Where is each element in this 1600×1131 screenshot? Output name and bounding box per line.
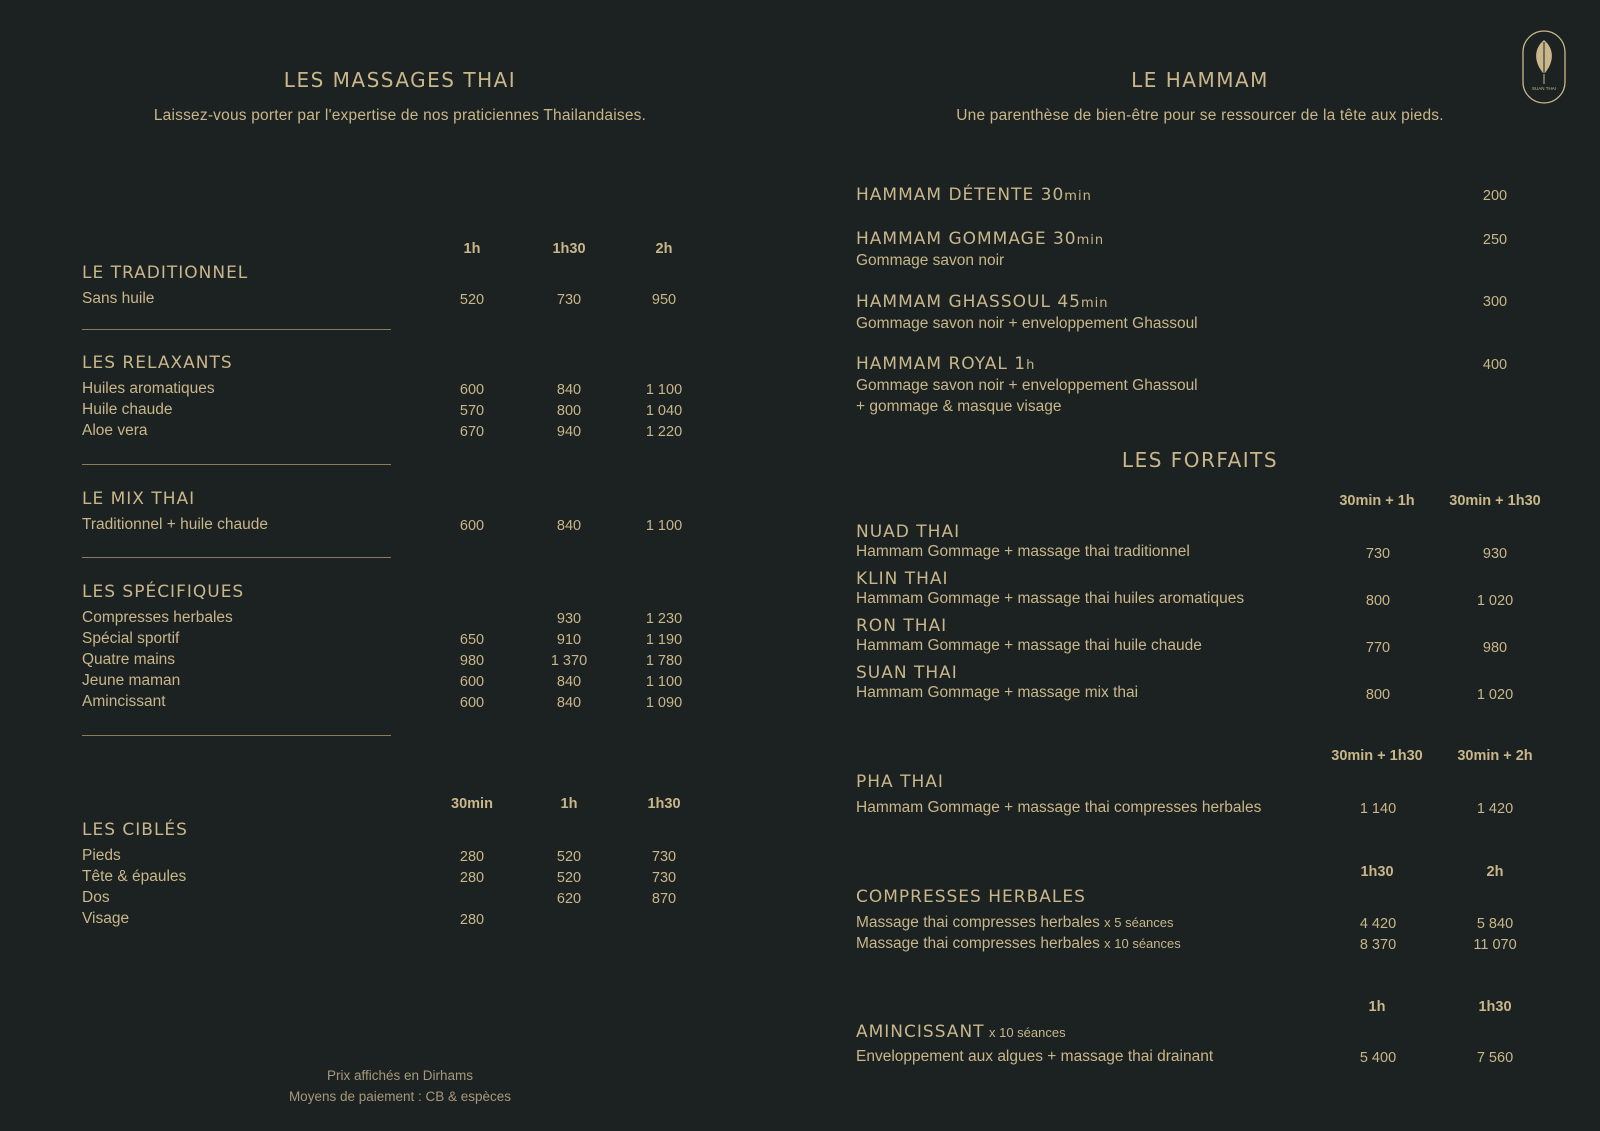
price-cell: 1 020 — [1476, 593, 1514, 609]
hammam-name-text: HAMMAM GHASSOUL 45 — [856, 292, 1081, 312]
price-cell: 520 — [556, 870, 582, 886]
forfait-desc-text: Massage thai compresses herbales — [856, 935, 1100, 952]
price-cell: 730 — [651, 870, 677, 886]
price-cell: 840 — [556, 382, 582, 398]
price-cell: 670 — [459, 424, 485, 440]
hammam-item-name — [856, 229, 1104, 249]
divider — [82, 329, 391, 330]
hammam-item-name — [856, 354, 1035, 374]
price-cell: 600 — [459, 382, 485, 398]
section-relaxants: LES RELAXANTS — [82, 353, 233, 373]
header-1h30: 1h30 — [1478, 999, 1512, 1015]
row-label: Traditionnel + huile chaude — [82, 516, 268, 533]
price-cell: 280 — [459, 912, 485, 928]
hammam-unit: min — [1064, 189, 1092, 204]
forfait-desc — [856, 914, 1174, 932]
hammam-unit: h — [1026, 358, 1036, 373]
price-cell: 1 100 — [645, 674, 683, 690]
forfait-name: KLIN THAI — [856, 569, 949, 589]
forfait-name: PHA THAI — [856, 772, 944, 792]
price-cell: 1 780 — [645, 653, 683, 669]
hammam-name-text: HAMMAM GOMMAGE 30 — [856, 229, 1077, 249]
price-cell: 11 070 — [1473, 937, 1517, 953]
price-cell: 950 — [651, 292, 677, 308]
hammam-desc-line2: + gommage & masque visage — [856, 398, 1062, 415]
forfait-qty: x 10 séances — [1104, 936, 1181, 951]
divider — [82, 464, 391, 465]
forfait-name: COMPRESSES HERBALES — [856, 887, 1086, 907]
section-traditionnel: LE TRADITIONNEL — [82, 263, 249, 283]
header-1h30: 1h30 — [647, 796, 681, 812]
price-cell: 1 020 — [1476, 687, 1514, 703]
price-cell: 1 230 — [645, 611, 683, 627]
price-cell: 520 — [459, 292, 485, 308]
hammam-item-name — [856, 292, 1108, 312]
price-cell: 8 370 — [1359, 937, 1397, 953]
hammam-subtitle: Une parenthèse de bien-être pour se ressourcer de la tête aux pieds. — [956, 107, 1444, 124]
price-cell: 600 — [459, 518, 485, 534]
footer-payment: Moyens de paiement : CB & espèces — [288, 1089, 512, 1104]
forfait-name: NUAD THAI — [856, 522, 961, 542]
price-cell: 730 — [556, 292, 582, 308]
price-cell: 840 — [556, 674, 582, 690]
price-cell: 620 — [556, 891, 582, 907]
row-label: Amincissant — [82, 693, 166, 710]
price-cell: 650 — [459, 632, 485, 648]
forfait-desc-text: Massage thai compresses herbales — [856, 914, 1100, 931]
price-cell: 1 100 — [645, 518, 683, 534]
price-cell: 980 — [459, 653, 485, 669]
row-label: Tête & épaules — [82, 868, 187, 885]
price-cell: 940 — [556, 424, 582, 440]
header-30min-1h30: 30min + 1h30 — [1449, 493, 1541, 509]
forfait-qty: x 10 séances — [989, 1025, 1066, 1040]
forfait-desc: Hammam Gommage + massage thai compresses herbales — [856, 799, 1262, 816]
divider — [82, 735, 391, 736]
hammam-name-text: HAMMAM ROYAL 1 — [856, 354, 1027, 374]
price-cell: 800 — [1365, 687, 1391, 703]
price-cell: 730 — [1365, 546, 1391, 562]
hammam-item-name — [856, 185, 1092, 205]
row-label: Quatre mains — [82, 651, 176, 668]
price-cell: 930 — [1482, 546, 1508, 562]
massages-title: LES MASSAGES THAI — [283, 68, 517, 92]
row-label: Huile chaude — [82, 401, 173, 418]
price-cell: 840 — [556, 695, 582, 711]
forfait-desc: Hammam Gommage + massage mix thai — [856, 684, 1139, 701]
price-cell: 1 100 — [645, 382, 683, 398]
forfait-name: SUAN THAI — [856, 663, 958, 683]
price-cell: 600 — [459, 674, 485, 690]
price-cell: 730 — [651, 849, 677, 865]
forfait-name-row — [856, 1022, 1066, 1042]
price-cell: 1 420 — [1476, 801, 1514, 817]
hammam-price: 400 — [1482, 357, 1508, 373]
logo-text: SUAN THAI — [1532, 86, 1556, 91]
footer-currency: Prix affichés en Dirhams — [326, 1068, 474, 1083]
section-cibles: LES CIBLÉS — [82, 820, 188, 840]
row-label: Sans huile — [82, 290, 155, 307]
price-cell: 7 560 — [1476, 1050, 1514, 1066]
forfait-desc: Hammam Gommage + massage thai huiles aromatiques — [856, 590, 1245, 607]
header-1h30: 1h30 — [1360, 864, 1394, 880]
price-cell: 770 — [1365, 640, 1391, 656]
price-cell: 930 — [556, 611, 582, 627]
header-2h: 2h — [1486, 864, 1504, 880]
row-label: Dos — [82, 889, 110, 906]
leaf-logo-icon — [1522, 30, 1566, 104]
price-cell: 5 400 — [1359, 1050, 1397, 1066]
hammam-unit: min — [1076, 233, 1105, 248]
forfait-desc — [856, 935, 1181, 953]
price-cell: 520 — [556, 849, 582, 865]
logo — [1522, 30, 1566, 104]
price-cell: 910 — [556, 632, 582, 648]
price-cell: 800 — [556, 403, 582, 419]
price-cell: 280 — [459, 870, 485, 886]
forfait-name: RON THAI — [856, 616, 948, 636]
row-label: Pieds — [82, 847, 121, 864]
hammam-unit: min — [1080, 296, 1109, 311]
row-label: Visage — [82, 910, 130, 927]
forfait-desc: Hammam Gommage + massage thai traditionnel — [856, 543, 1190, 560]
price-cell: 600 — [459, 695, 485, 711]
hammam-desc: Gommage savon noir + enveloppement Ghassoul — [856, 315, 1198, 332]
header-30min-1h: 30min + 1h — [1339, 493, 1415, 509]
price-cell: 1 090 — [645, 695, 683, 711]
massages-subtitle: Laissez-vous porter par l'expertise de nos praticiennes Thailandaises. — [153, 107, 647, 124]
price-cell: 1 370 — [550, 653, 588, 669]
forfait-desc: Enveloppement aux algues + massage thai drainant — [856, 1048, 1214, 1065]
hammam-name-text: HAMMAM DÉTENTE 30 — [856, 185, 1065, 205]
header-2h: 2h — [655, 241, 673, 257]
row-label: Spécial sportif — [82, 630, 180, 647]
header-30min-2h: 30min + 2h — [1457, 748, 1533, 764]
row-label: Aloe vera — [82, 422, 148, 439]
hammam-title: LE HAMMAM — [1131, 68, 1269, 92]
hammam-desc: Gommage savon noir — [856, 252, 1005, 269]
hammam-price: 300 — [1482, 294, 1508, 310]
forfait-qty: x 5 séances — [1104, 915, 1174, 930]
price-cell: 1 220 — [645, 424, 683, 440]
row-label: Jeune maman — [82, 672, 181, 689]
forfait-name: AMINCISSANT — [856, 1022, 985, 1042]
price-cell: 280 — [459, 849, 485, 865]
price-cell: 5 840 — [1476, 916, 1514, 932]
header-1h: 1h — [1368, 999, 1386, 1015]
header-1h: 1h — [463, 241, 481, 257]
section-specifiques: LES SPÉCIFIQUES — [82, 582, 245, 602]
header-1h30: 1h30 — [552, 241, 586, 257]
header-1h: 1h — [560, 796, 578, 812]
price-cell: 1 140 — [1359, 801, 1397, 817]
price-cell: 800 — [1365, 593, 1391, 609]
price-cell: 840 — [556, 518, 582, 534]
divider — [82, 557, 391, 558]
header-30min: 30min — [451, 796, 493, 812]
hammam-desc: Gommage savon noir + enveloppement Ghassoul — [856, 377, 1198, 394]
section-mix-thai: LE MIX THAI — [82, 489, 196, 509]
row-label: Compresses herbales — [82, 609, 233, 626]
hammam-price: 200 — [1482, 188, 1508, 204]
hammam-price: 250 — [1482, 232, 1508, 248]
price-cell: 570 — [459, 403, 485, 419]
price-cell: 980 — [1482, 640, 1508, 656]
row-label: Huiles aromatiques — [82, 380, 215, 397]
price-cell: 1 040 — [645, 403, 683, 419]
price-cell: 4 420 — [1359, 916, 1397, 932]
forfaits-title: LES FORFAITS — [1121, 448, 1279, 472]
price-cell: 870 — [651, 891, 677, 907]
forfait-desc: Hammam Gommage + massage thai huile chaude — [856, 637, 1202, 654]
price-cell: 1 190 — [645, 632, 683, 648]
header-30min-1h30: 30min + 1h30 — [1331, 748, 1423, 764]
